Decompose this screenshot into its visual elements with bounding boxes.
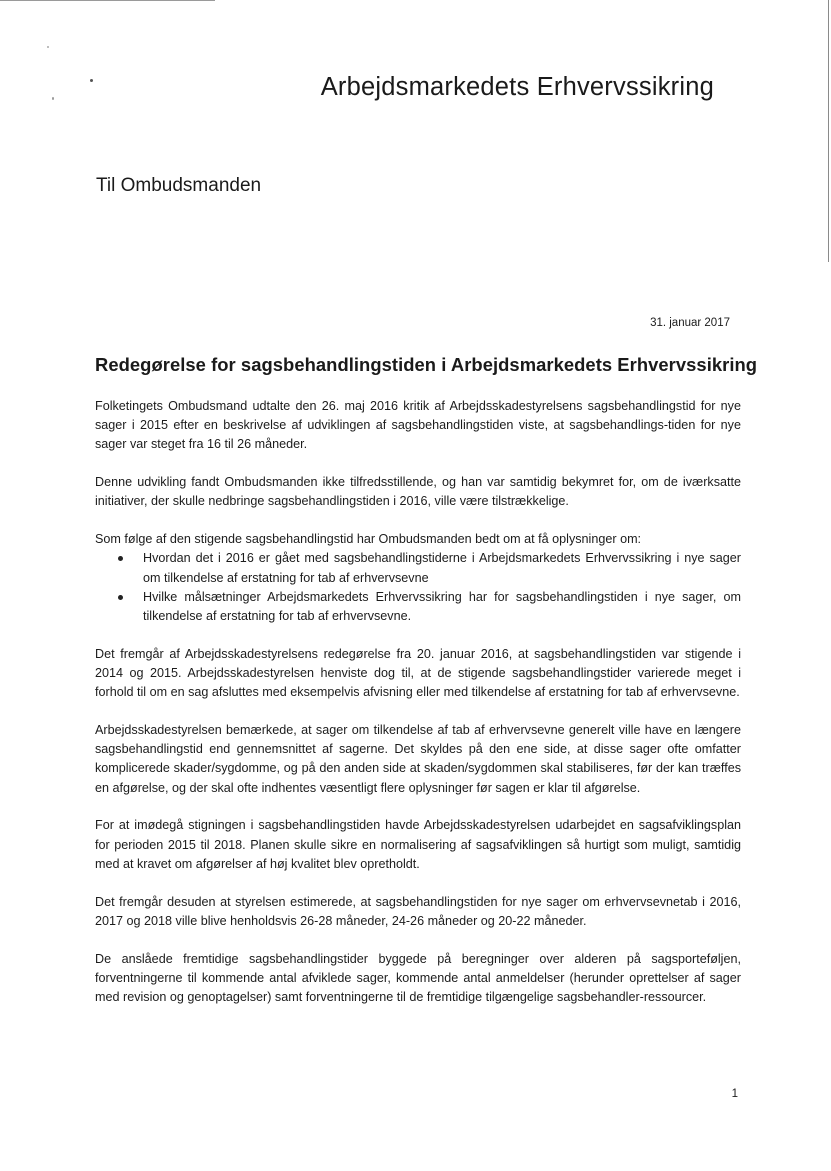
scan-speck [52, 97, 54, 100]
bullet-dot-icon [118, 595, 123, 600]
bullet-text: Hvilke målsætninger Arbejdsmarkedets Erhvervssikring har for sagsbehandlingstiden i nye sager, om tilkendelse af erstatning for tab af erhvervsevne. [143, 589, 741, 624]
scan-speck [47, 46, 49, 48]
scan-edge-right [828, 0, 829, 262]
document-date: 31. januar 2017 [650, 317, 730, 329]
bullet-dot-icon [118, 556, 123, 561]
bullet-item [143, 549, 741, 587]
paragraph: Folketingets Ombudsmand udtalte den 26. maj 2016 kritik af Arbejdsskadestyrelsens sagsbehandlingstid for nye sager i 2015 efter en beskrivelse af udviklingen af sagsbehandlingstiden viste, at sagsbehandlings-tiden for nye sager var steget fra 16 til 26 måneder. [95, 399, 741, 452]
recipient: Til Ombudsmanden [96, 175, 262, 196]
paragraph: Det fremgår desuden at styrelsen estimerede, at sagsbehandlingstiden for nye sager om erhvervsevnetab i 2016, 2017 og 2018 ville blive henholdsvis 26-28 måneder, 24-26 måneder og 20-22 måneder. [95, 894, 741, 928]
paragraph: De anslåede fremtidige sagsbehandlingstider byggede på beregninger over alderen på sagsporteføljen, forventningerne til kommende antal afviklede sager, kommende antal anmeldelser (herunder oprettelser af sager med revision og genoptagelser) samt forventningerne til de fremtidige tilgængelige sagsbehandler-ressourcer. [95, 951, 741, 1005]
organization-name: Arbejdsmarkedets Erhvervssikring [320, 73, 714, 101]
paragraph: Arbejdsskadestyrelsen bemærkede, at sager om tilkendelse af tab af erhvervsevne generelt ville have en længere sagsbehandlingstid end gennemsnittet af sagerne. Det skyldes på den ene side, at disse sager ofte omfatter komplicerede skader/sygdomme, og på den anden side at skaden/sygdommen skal stabiliseres, før der kan træffes en afgørelse, og der skal ofte indhentes væsentligt flere oplysninger før sagen er klar til afgørelse. [95, 723, 741, 795]
paragraph: For at imødegå stigningen i sagsbehandlingstiden havde Arbejdsskadestyrelsen udarbejdet en sagsafviklingsplan for perioden 2015 til 2018. Planen skulle sikre en normalisering af sagsafviklingen så hurtigt som muligt, samtidig med at kravet om afgørelser af høj kvalitet blev opretholdt. [95, 818, 741, 871]
document-title: Redegørelse for sagsbehandlingstiden i Arbejdsmarkedets Erhvervssikring [95, 354, 758, 375]
scan-speck [90, 79, 93, 82]
bullet-text: Hvordan det i 2016 er gået med sagsbehandlingstiderne i Arbejdsmarkedets Erhvervssikring i nye sager om tilkendelse af erstatning for tab af erhvervsevne [143, 551, 741, 585]
paragraph: Det fremgår af Arbejdsskadestyrelsens redegørelse fra 20. januar 2016, at sagsbehandlingstiden var stigende i 2014 og 2015. Arbejdsskadestyrelsen henviste dog til, at de stigende sagsbehandlingstider varierede meget i forhold til om en sag afsluttes med eksempelvis afvisning eller med tilkendelse af erstatning for tab af erhvervsevne. [95, 646, 741, 700]
page-number: 1 [731, 1088, 738, 1100]
paragraph: Denne udvikling fandt Ombudsmanden ikke tilfredsstillende, og han var samtidig bekymret for, om de iværksatte initiativer, der skulle nedbringe sagsbehandlingstiden i 2016, ville være tilstrækkelige. [95, 475, 741, 509]
bullet-list [95, 549, 741, 626]
paragraph: Som følge af den stigende sagsbehandlingstid har Ombudsmanden bedt om at få oplysninger om: [95, 532, 642, 547]
scan-edge-top [0, 0, 215, 1]
document-body [95, 397, 741, 1026]
bullet-item [143, 588, 741, 626]
